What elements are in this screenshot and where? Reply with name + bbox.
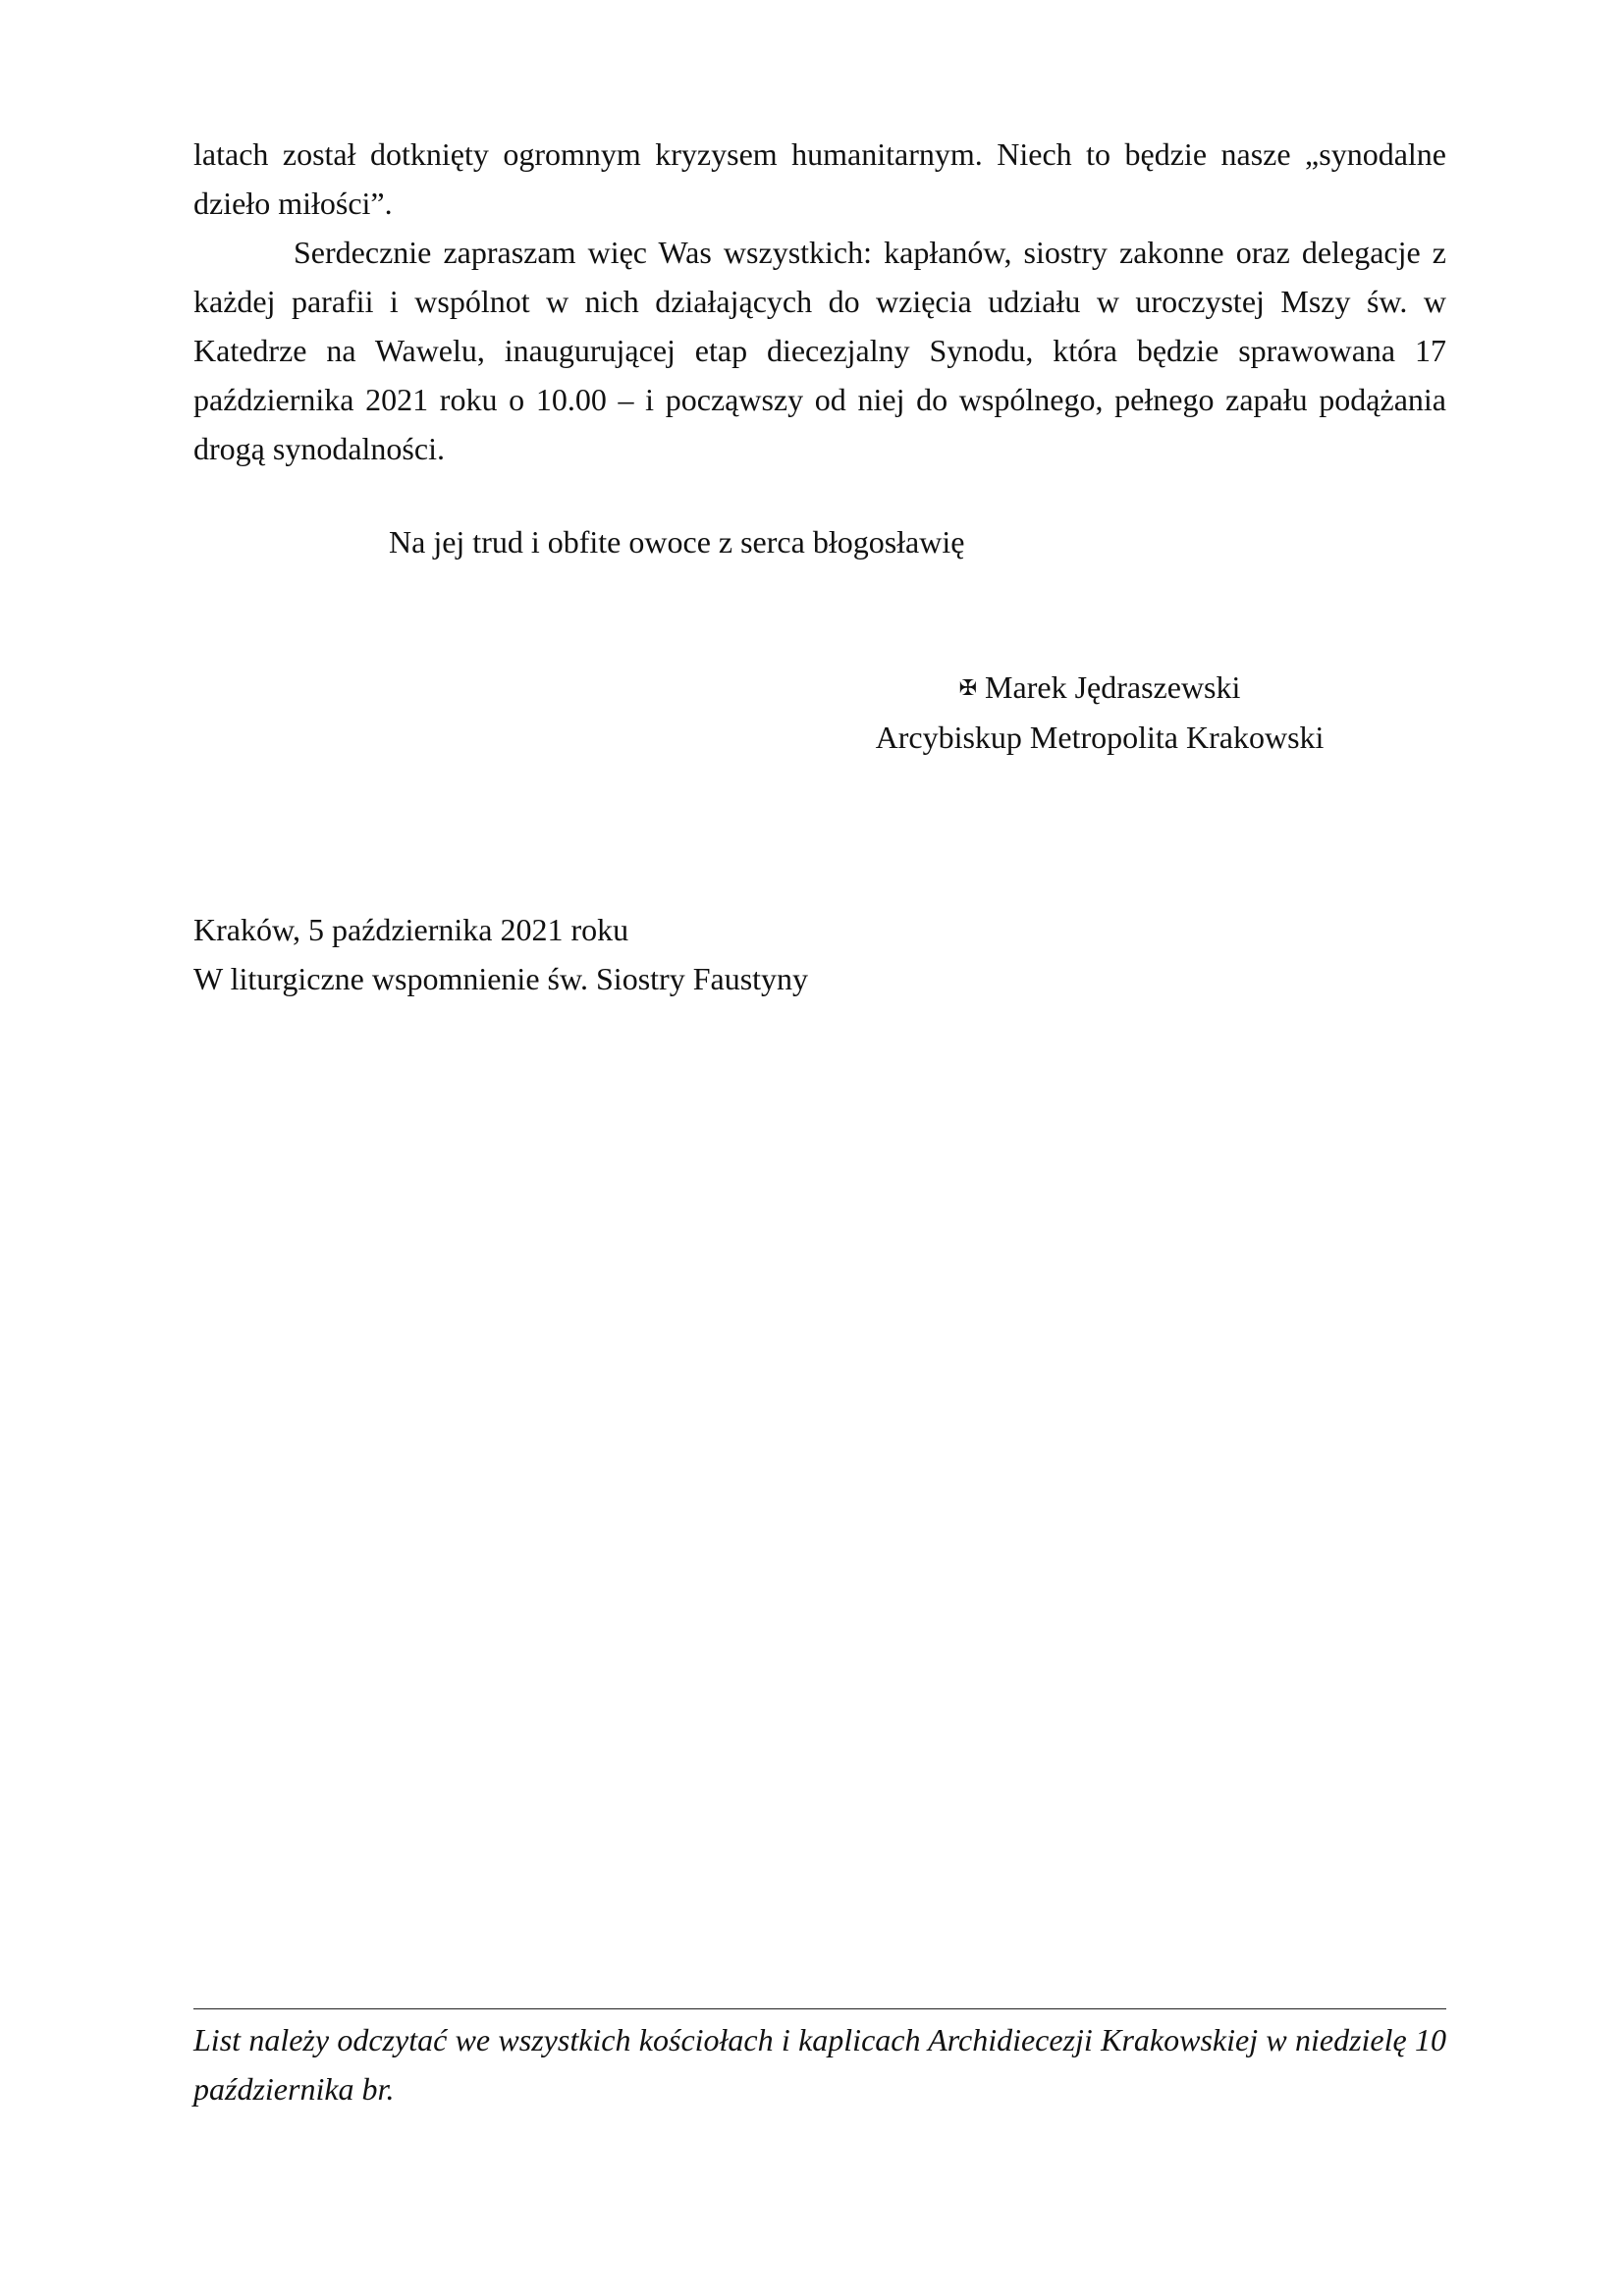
blessing-line: Na jej trud i obfite owoce z serca błogosławię <box>389 524 965 560</box>
signature-name-line <box>864 663 1335 713</box>
paragraph-invitation: Serdecznie zapraszam więc Was wszystkich: kapłanów, siostry zakonne oraz delegacje z każdej parafii i wspólnot w nich działających do wzięcia udziału w uroczystej Mszy św. w Katedrze na Wawelu, inaugurującej etap diecezjalny Synodu, która będzie sprawowana 17 października 2021 roku o 10.00 – i począwszy od niej do wspólnego, pełnego zapału podążania drogą synodalności. <box>193 235 1446 466</box>
paragraph-continuation: latach został dotknięty ogromnym kryzysem humanitarnym. Niech to będzie nasze „synodalne dzieło miłości”. <box>193 136 1446 221</box>
signature-block <box>864 663 1335 762</box>
dateline <box>193 905 808 1003</box>
occasion: W liturgiczne wspomnienie św. Siostry Faustyny <box>193 961 809 996</box>
cross-icon: ✠ <box>958 675 978 700</box>
letter-body <box>193 130 1446 473</box>
signatory-name: Marek Jędraszewski <box>985 669 1241 705</box>
signatory-title: Arcybiskup Metropolita Krakowski <box>875 720 1325 755</box>
footnote-divider <box>193 2008 1446 2009</box>
place-date: Kraków, 5 października 2021 roku <box>193 912 629 947</box>
footnote: List należy odczytać we wszystkich kościołach i kaplicach Archidiecezji Krakowskiej w niedzielę 10 października br. <box>193 2022 1446 2107</box>
